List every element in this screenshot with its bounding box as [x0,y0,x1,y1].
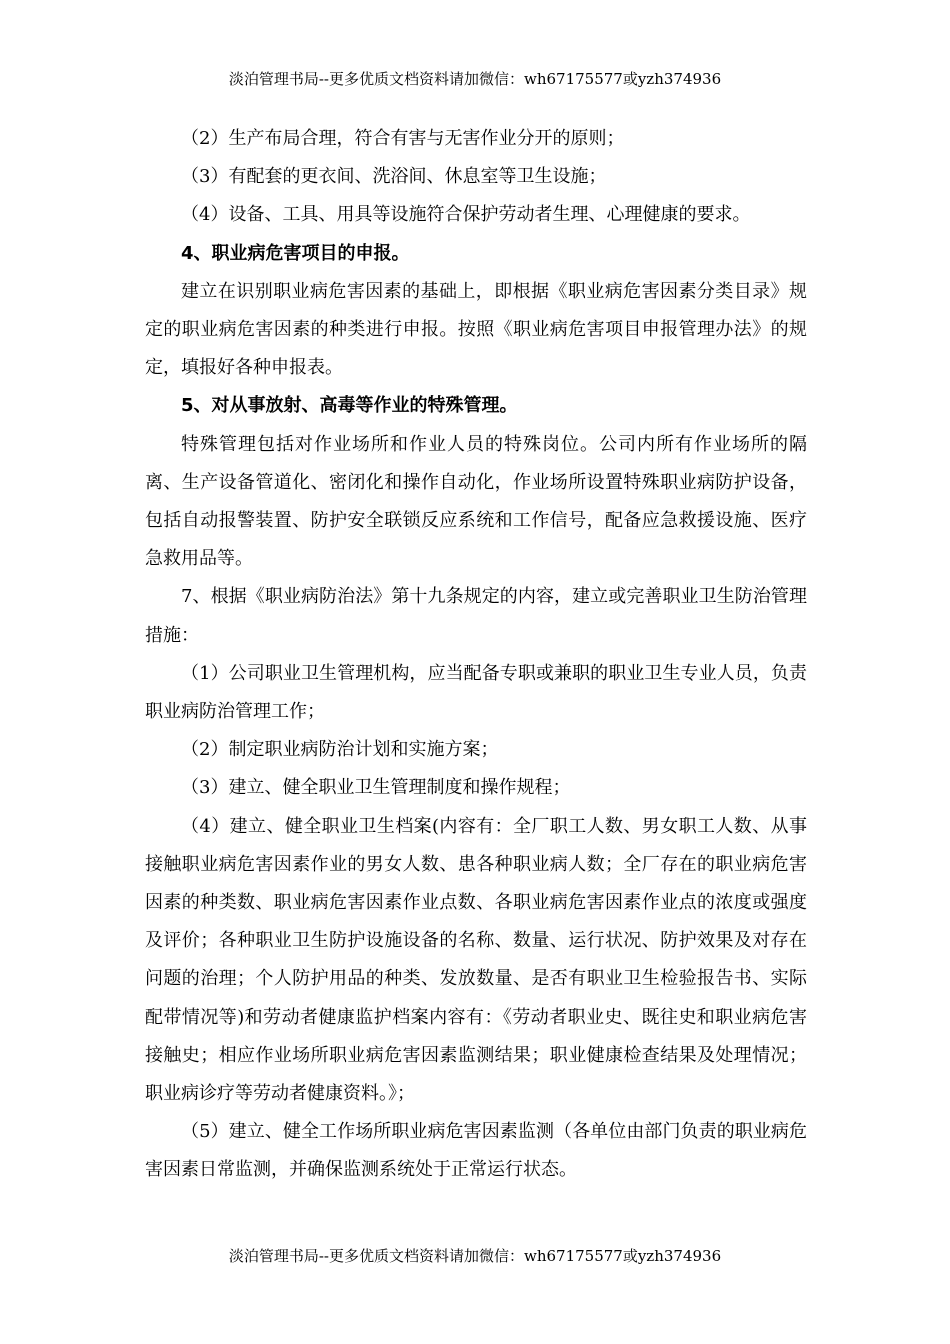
list-item-management-1: （1）公司职业卫生管理机构，应当配备专职或兼职的职业卫生专业人员，负责职业病防治管理工作； [145,662,807,723]
paragraph-declaration: 建立在识别职业病危害因素的基础上，即根据《职业病危害因素分类目录》规定的职业病危害因素的种类进行申报。按照《职业病危害项目申报管理办法》的规定，填报好各种申报表。 [145,280,807,379]
page-header: 淡泊管理书局--更多优质文档资料请加微信：wh67175577或yzh374936 [228,70,722,88]
page-footer: 淡泊管理书局--更多优质文档资料请加微信：wh67175577或yzh374936 [228,1247,722,1265]
list-item-plan-2: （2）制定职业病防治计划和实施方案； [181,739,499,761]
list-item-archives-4: （4）建立、健全职业卫生档案(内容有：全厂职工人数、男女职工人数、从事接触职业病危害因素作业的男女人数、患各种职业病人数；全厂存在的职业病危害因素的种类数、职业病危害因素作业点数、各职业病危害因素作业点的浓度或强度及评价；各种职业卫生防护设施设备的名称、数量、运行状况、防护效果及对存在问题的治理；个人防护用品的种类、发放数量、是否有职业卫生检验报告书、实际配带情况等)和劳动者健康监护档案内容有：《劳动者职业史、既往史和职业病危害接触史；相应作业场所职业病危害因素监测结果；职业健康检查结果及处理情况；职业病诊疗等劳动者健康资料。》； [145,815,807,1105]
paragraph-special-management: 特殊管理包括对作业场所和作业人员的特殊岗位。公司内所有作业场所的隔离、生产设备管道化、密闭化和操作自动化，作业场所设置特殊职业病防护设备，包括自动报警装置、防护安全联锁反应系统和工作信号，配备应急救援设施、医疗急救用品等。 [145,433,807,570]
section-heading-5: 5、对从事放射、高毒等作业的特殊管理。 [181,395,518,417]
list-item-rules-3: （3）建立、健全职业卫生管理制度和操作规程； [181,777,571,799]
list-item-layout-2: （2）生产布局合理，符合有害与无害作业分开的原则； [181,128,625,149]
list-item-equipment-4: （4）设备、工具、用具等设施符合保护劳动者生理、心理健康的要求。 [181,204,751,226]
list-item-facilities-3: （3）有配套的更衣间、洗浴间、休息室等卫生设施； [181,166,607,188]
document-body [145,120,807,1190]
list-item-monitoring-5: （5）建立、健全工作场所职业病危害因素监测（各单位由部门负责的职业病危害因素日常监测，并确保监测系统处于正常运行状态。 [145,1121,807,1181]
section-heading-4: 4、职业病危害项目的申报。 [181,242,410,264]
paragraph-section-7: 7、根据《职业病防治法》第十九条规定的内容，建立或完善职业卫生防治管理措施： [145,586,807,646]
